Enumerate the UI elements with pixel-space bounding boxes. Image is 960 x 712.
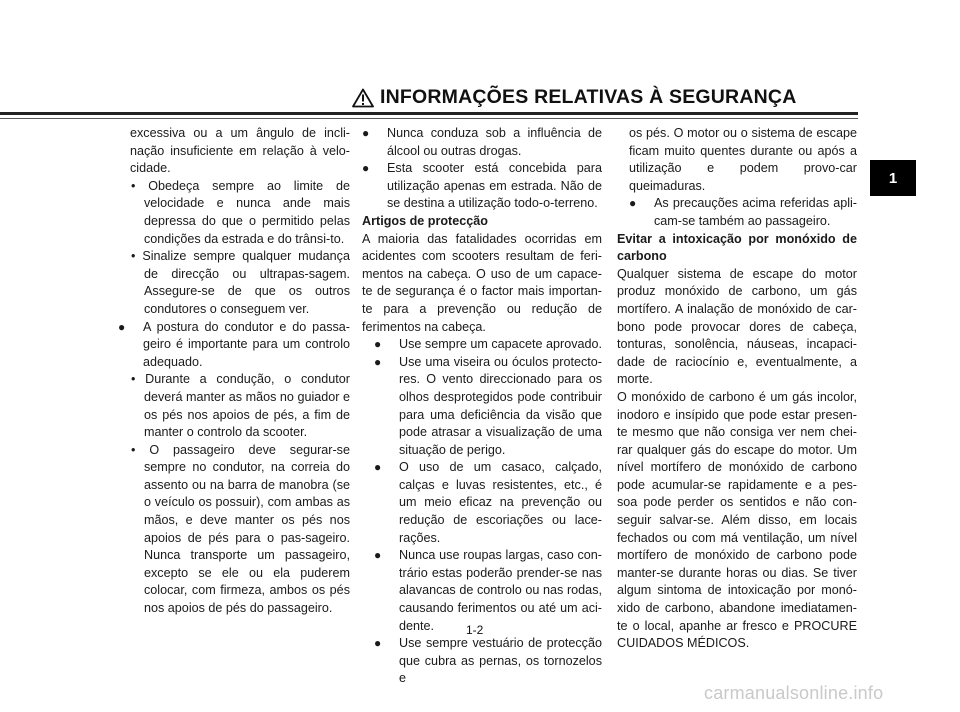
watermark: carmanualsonline.info [704,683,884,703]
bullet-item-text: Nunca conduza sob a influência de álcool ou outras drogas. [387,126,602,158]
dash-item-text: Durante a condução, o condutor deverá manter as mãos no guiador e os pés nos apoios de pés, a fim de manter o controlo da scooter. [144,372,350,440]
warning-triangle-icon [352,88,374,108]
bullet-item [362,635,602,688]
text-column-2 [362,125,602,688]
bullet-icon: ● [629,196,637,211]
dash-item [118,178,350,248]
text-column-1 [118,125,350,618]
paragraph: O monóxido de carbono é um gás incolor, inodoro e insípido que pode estar presen-te mesmo que não consiga ver nem chei-rar qualquer gás do escape do motor. Um nível mortífero de monóxido de carbono pode acumular-se rapidamente e a pes-soa pode perder os sentidos e não con-seguir salvar-se. Além disso, em locais fechados ou com má ventilação, um nível mortífero de monóxido de carbono pode manter-se durante horas ou dias. Se tiver algum sintoma de intoxicação por monó-xido de carbono, abandone imediatamen-te o local, apanhe ar fresco e PROCURE CUIDADOS MÉDICOS. [617,389,857,651]
bullet-icon: ● [374,636,382,651]
bullet-icon: ● [118,319,126,334]
page-number: 1-2 [466,623,484,637]
bullet-item-text: Esta scooter está concebida para utilização apenas em estrada. Não de se destina a utilização todo-o-terreno. [387,161,602,211]
bullet-icon: ● [374,460,382,475]
page-title: INFORMAÇÕES RELATIVAS À SEGURANÇA [380,86,797,108]
dash-item-text: Obedeça sempre ao limite de velocidade e nunca ande mais depressa do que o permitido pelas condições da estrada e do trânsi-to. [144,178,350,246]
bullet-item-text: Use uma viseira ou óculos protecto-res. O vento direccionado para os olhos desprotegidos pode contribuir para uma deficiência da visão que pode atrasar a visualização de uma situação de perigo. [399,354,602,457]
bullet-item [362,354,602,460]
bullet-item [118,319,350,372]
dash-bullet: • [131,372,146,387]
paragraph-continuation: os pés. O motor ou o sistema de escape ficam muito quentes durante ou após a utilização e podem provo-car queimaduras. [629,126,857,193]
text-column-3 [617,125,857,653]
paragraph: A maioria das fatalidades ocorridas em acidentes com scooters resultam de feri-mentos na cabeça. O uso de um capace-te de segurança é o factor mais importan-te para a prevenção ou redução de ferimentos na cabeça. [362,231,602,334]
bullet-item [362,125,602,160]
dash-item [118,442,350,618]
dash-bullet: • [131,249,143,264]
dash-bullet: • [131,442,150,457]
bullet-icon: ● [374,354,382,369]
bullet-item [362,459,602,547]
section-heading: Evitar a intoxicação por monóxido de carbono [617,231,857,264]
dash-item [118,371,350,441]
bullet-icon: ● [362,126,370,140]
bullet-icon: ● [374,548,382,563]
bullet-item-text: Nunca use roupas largas, caso con-trário estas poderão prender-se nas alavancas de controlo ou nas rodas, causando ferimentos ou até um aci-dente. [399,548,602,633]
dash-bullet: • [131,178,149,193]
page-header [352,86,796,109]
section-heading: Artigos de protecção [362,213,488,228]
dash-item-text: O passageiro deve segurar-se sempre no condutor, na correia do assento ou na barra de manobra (se o veículo os possuir), com ambas as mãos, e deve manter os pés nos apoios de pés para o pas-sageiro. Nunca transporte um passageiro, excepto se ele ou ela puderem colocar, com firmeza, ambos os pés nos apoios de pés do passageiro. [144,442,350,616]
paragraph: Qualquer sistema de escape do motor produz monóxido de carbono, um gás mortífero. A inalação de monóxido de car-bono pode provocar dores de cabeça, tonturas, sonolência, náuseas, incapaci-dade de raciocínio e, eventualmente, a morte. [617,266,857,387]
bullet-item-text: A postura do condutor e do passa-geiro é importante para um controlo adequado. [143,319,350,369]
paragraph-continuation: excessiva ou a um ângulo de incli-nação insuficiente em relação à velo-cidade. [130,126,350,176]
bullet-item [362,336,602,354]
header-subrule [0,118,858,119]
bullet-item-text: As precauções acima referidas apli-cam-se também ao passageiro. [654,196,857,228]
bullet-item-text: O uso de um casaco, calçado, calças e luvas resistentes, etc., é um meio eficaz na prevenção ou redução de escoriações ou lace-rações. [399,460,602,545]
dash-item-text: Sinalize sempre qualquer mudança de direcção ou ultrapas-sagem. Assegure-se de que os outros condutores o conseguem ver. [142,249,350,316]
section-tab: 1 [870,160,916,196]
header-rule [0,112,858,115]
bullet-icon: ● [362,161,370,176]
bullet-item [362,160,602,213]
bullet-icon: ● [374,337,382,352]
dash-item [118,248,350,318]
bullet-item-text: Use sempre vestuário de protecção que cubra as pernas, os tornozelos e [399,636,602,686]
bullet-item-text: Use sempre um capacete aprovado. [399,337,603,352]
bullet-item [617,195,857,230]
